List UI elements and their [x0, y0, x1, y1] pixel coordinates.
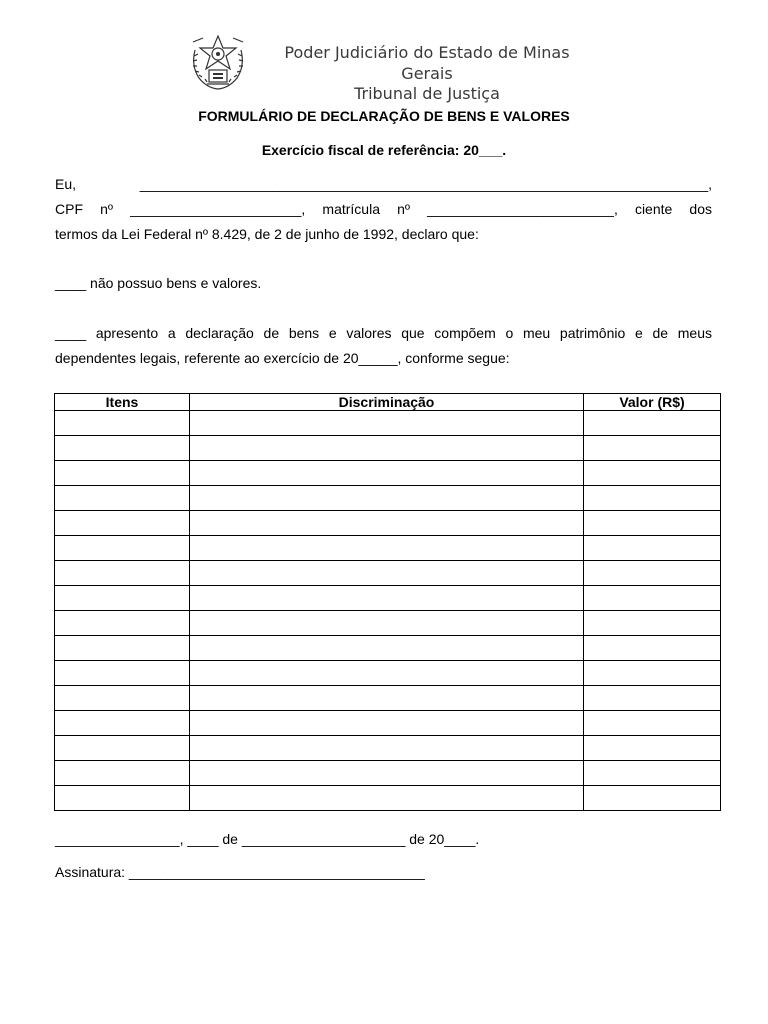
table-row: [55, 411, 721, 436]
value-cell[interactable]: [584, 686, 721, 711]
table-row: [55, 686, 721, 711]
value-cell[interactable]: [584, 536, 721, 561]
value-cell[interactable]: [584, 761, 721, 786]
table-row: [55, 736, 721, 761]
item-cell[interactable]: [55, 486, 190, 511]
discrimination-cell[interactable]: [190, 611, 584, 636]
discrimination-cell[interactable]: [190, 636, 584, 661]
option-declare-assets: [55, 321, 712, 371]
declaration-eu: Eu,: [55, 176, 77, 192]
value-cell[interactable]: [584, 636, 721, 661]
discrimination-cell[interactable]: [190, 461, 584, 486]
table-row: [55, 661, 721, 686]
item-cell[interactable]: [55, 761, 190, 786]
name-blank: _________________________________________________________________________,: [139, 176, 712, 192]
value-cell[interactable]: [584, 561, 721, 586]
value-cell[interactable]: [584, 436, 721, 461]
discrimination-cell[interactable]: [190, 511, 584, 536]
declaration-paragraph: [55, 172, 712, 247]
form-title: FORMULÁRIO DE DECLARAÇÃO DE BENS E VALORES: [198, 108, 570, 124]
option-declare-line-2: dependentes legais, referente ao exercício de 20_____, conforme segue:: [55, 350, 510, 366]
discrimination-cell[interactable]: [190, 586, 584, 611]
coat-of-arms-icon: [187, 32, 249, 92]
option-no-assets: ____ não possuo bens e valores.: [55, 275, 262, 291]
discrimination-cell[interactable]: [190, 686, 584, 711]
table-row: [55, 586, 721, 611]
item-cell[interactable]: [55, 561, 190, 586]
discrimination-cell[interactable]: [190, 761, 584, 786]
table-row: [55, 536, 721, 561]
value-cell[interactable]: [584, 461, 721, 486]
table-row: [55, 611, 721, 636]
item-cell[interactable]: [55, 736, 190, 761]
header-valor: Valor (R$): [584, 394, 721, 411]
discrimination-cell[interactable]: [190, 786, 584, 811]
table-row: [55, 761, 721, 786]
table-row: [55, 711, 721, 736]
assets-table: [54, 393, 721, 811]
item-cell[interactable]: [55, 661, 190, 686]
value-cell[interactable]: [584, 711, 721, 736]
value-cell[interactable]: [584, 661, 721, 686]
table-row: [55, 786, 721, 811]
table-row: [55, 561, 721, 586]
discrimination-cell[interactable]: [190, 661, 584, 686]
item-cell[interactable]: [55, 436, 190, 461]
option-declare-line-1: ____ apresento a declaração de bens e valores que compõem o meu patrimônio e de meus: [55, 325, 712, 341]
institution-line-1: Poder Judiciário do Estado de Minas Gerais: [284, 43, 570, 83]
value-cell[interactable]: [584, 511, 721, 536]
discrimination-cell[interactable]: [190, 436, 584, 461]
table-row: [55, 511, 721, 536]
item-cell[interactable]: [55, 511, 190, 536]
law-line: termos da Lei Federal nº 8.429, de 2 de junho de 1992, declaro que:: [55, 226, 479, 242]
discrimination-cell[interactable]: [190, 736, 584, 761]
discrimination-cell[interactable]: [190, 536, 584, 561]
institution-name: [257, 42, 597, 103]
value-cell[interactable]: [584, 486, 721, 511]
table-row: [55, 636, 721, 661]
table-row: [55, 486, 721, 511]
value-cell[interactable]: [584, 586, 721, 611]
item-cell[interactable]: [55, 636, 190, 661]
date-line: ________________, ____ de _____________________ de 20____.: [55, 831, 480, 847]
form-subtitle: Exercício fiscal de referência: 20___.: [261, 142, 507, 158]
discrimination-cell[interactable]: [190, 561, 584, 586]
item-cell[interactable]: [55, 711, 190, 736]
header-discriminacao: Discriminação: [190, 394, 584, 411]
item-cell[interactable]: [55, 411, 190, 436]
item-cell[interactable]: [55, 586, 190, 611]
table-row: [55, 461, 721, 486]
discrimination-cell[interactable]: [190, 411, 584, 436]
item-cell[interactable]: [55, 461, 190, 486]
item-cell[interactable]: [55, 786, 190, 811]
cpf-line: CPF nº ______________________, matrícula nº ________________________, ciente dos: [55, 201, 712, 217]
discrimination-cell[interactable]: [190, 711, 584, 736]
value-cell[interactable]: [584, 786, 721, 811]
table-header-row: [55, 394, 721, 411]
signature-line: Assinatura: ______________________________________: [55, 864, 425, 880]
header-itens: Itens: [55, 394, 190, 411]
letterhead: [185, 32, 605, 103]
item-cell[interactable]: [55, 686, 190, 711]
table-row: [55, 436, 721, 461]
institution-line-2: Tribunal de Justiça: [354, 84, 500, 103]
discrimination-cell[interactable]: [190, 486, 584, 511]
value-cell[interactable]: [584, 736, 721, 761]
value-cell[interactable]: [584, 411, 721, 436]
value-cell[interactable]: [584, 611, 721, 636]
item-cell[interactable]: [55, 536, 190, 561]
item-cell[interactable]: [55, 611, 190, 636]
